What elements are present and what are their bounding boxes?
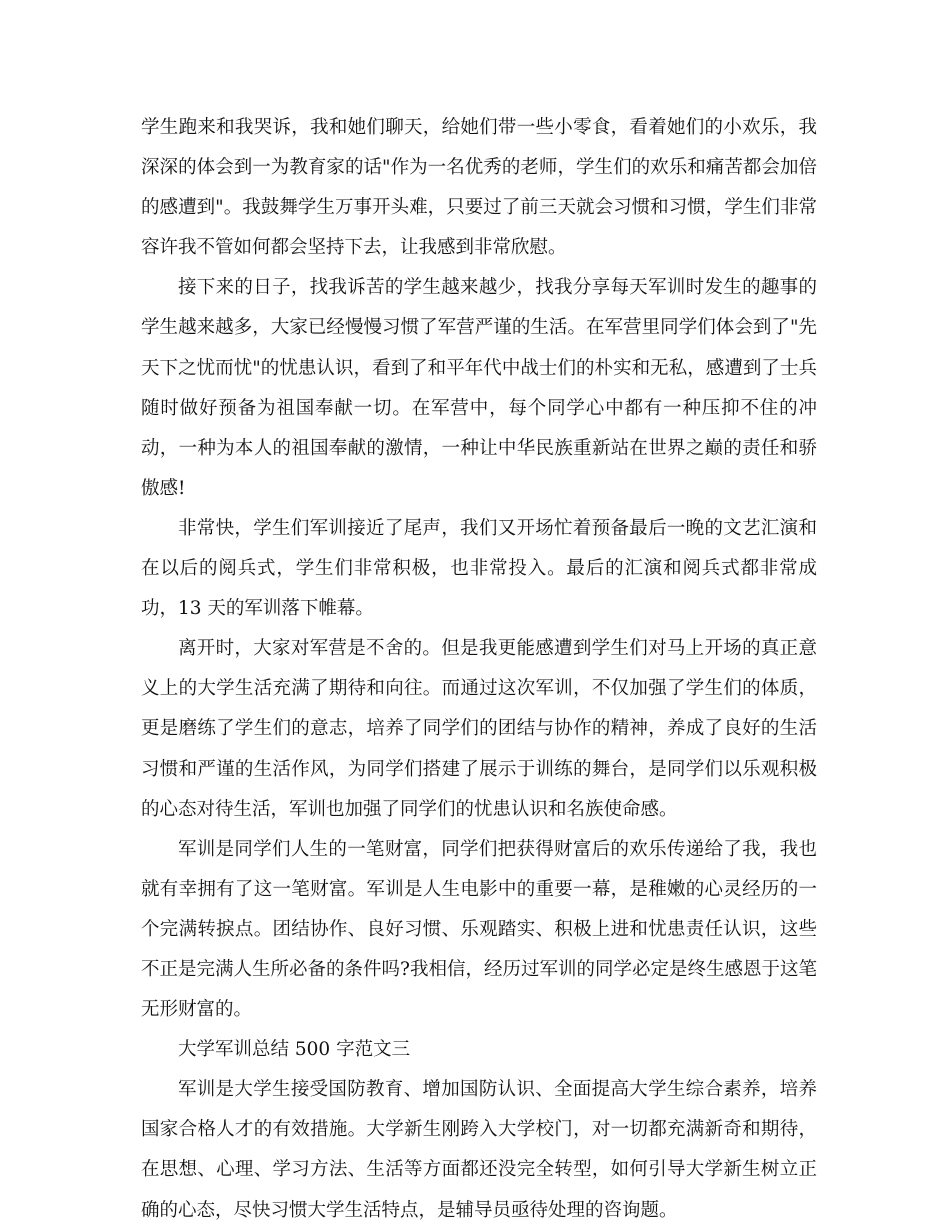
paragraph: 军训是同学们人生的一笔财富，同学们把获得财富后的欢乐传递给了我，我也就有幸拥有了这一笔财富。军训是人生电影中的重要一幕，是稚嫩的心灵经历的一个完满转捩点。团结协作、良好习惯、乐观踏实、积极上进和忧患责任认识，这些不正是完满人生所必备的条件吗?我相信，经历过军训的同学必定是终生感恩于这笔无形财富的。 [141,838,817,1021]
section-heading: 大学军训总结 500 字范文三 [178,1039,411,1061]
paragraph: 接下来的日子，找我诉苦的学生越来越少，找我分享每天军训时发生的趣事的学生越来越多，大家已经慢慢习惯了军营严谨的生活。在军营里同学们体会到了"先天下之忧而忧"的忧患认识，看到了和平年代中战士们的朴实和无私，感遭到了士兵随时做好预备为祖国奉献一切。在军营中，每个同学心中都有一种压抑不住的冲动，一种为本人的祖国奉献的激情，一种让中华民族重新站在世界之巅的责任和骄傲感! [141,277,817,499]
paragraph: 军训是大学生接受国防教育、增加国防认识、全面提高大学生综合素养，培养国家合格人才的有效措施。大学新生刚跨入大学校门，对一切都充满新奇和期待，在思想、心理、学习方法、生活等方面都还没完全转型，如何引导大学新生树立正确的心态，尽快习惯大学生活特点，是辅导员亟待处理的咨询题。 [141,1079,817,1221]
paragraph: 离开时，大家对军营是不舍的。但是我更能感遭到学生们对马上开场的真正意义上的大学生活充满了期待和向往。而通过这次军训，不仅加强了学生们的体质，更是磨练了学生们的意志，培养了同学们的团结与协作的精神，养成了良好的生活习惯和严谨的生活作风，为同学们搭建了展示于训练的舞台，是同学们以乐观积极的心态对待生活，军训也加强了同学们的忧患认识和名族使命感。 [141,638,817,820]
paragraph: 非常快，学生们军训接近了尾声，我们又开场忙着预备最后一晚的文艺汇演和在以后的阅兵式，学生们非常积极，也非常投入。最后的汇演和阅兵式都非常成功，13 天的军训落下帷幕。 [141,517,817,620]
document-body [141,108,817,1231]
paragraph-continuation: 学生跑来和我哭诉，我和她们聊天，给她们带一些小零食，看着她们的小欢乐，我深深的体会到一为教育家的话"作为一名优秀的老师，学生们的欢乐和痛苦都会加倍的感遭到"。我鼓舞学生万事开头难，只要过了前三天就会习惯和习惯，学生们非常容许我不管如何都会坚持下去，让我感到非常欣慰。 [141,117,817,259]
